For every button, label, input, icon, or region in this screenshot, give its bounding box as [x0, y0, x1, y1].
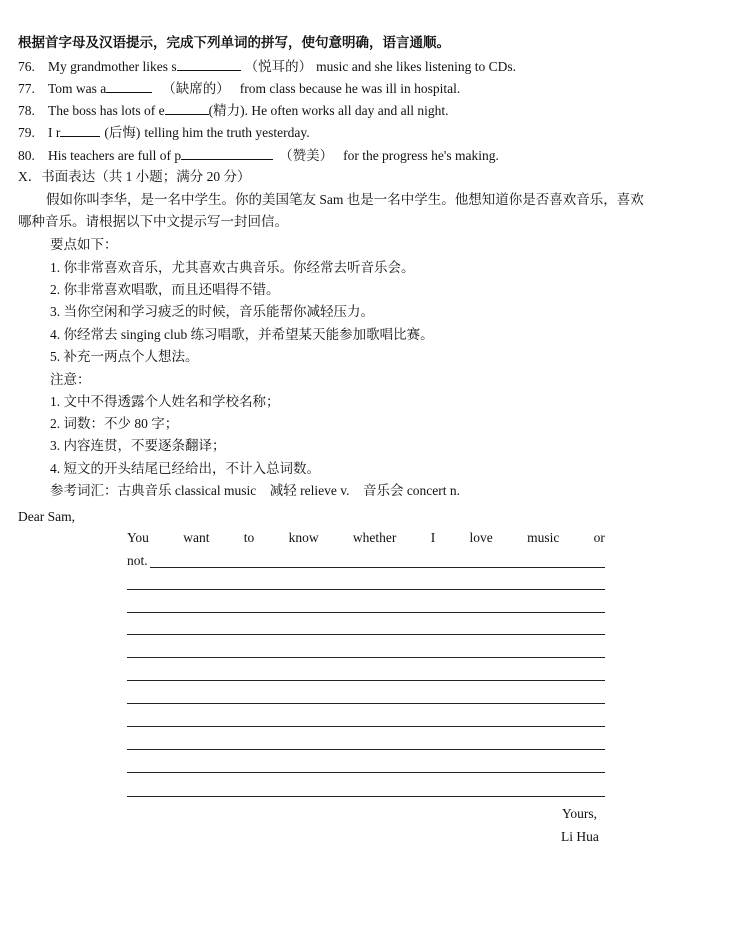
- answer-blank[interactable]: [181, 147, 273, 160]
- question-78: [18, 102, 449, 119]
- letter-signature: Li Hua: [561, 829, 599, 844]
- question-text-before: The boss has lots of e: [48, 103, 165, 118]
- letter-closing: Yours,: [562, 806, 598, 821]
- opening-word: to: [243, 530, 255, 545]
- question-80: [18, 147, 499, 164]
- writing-line[interactable]: [127, 589, 605, 590]
- opening-word: love: [469, 530, 493, 545]
- question-number: 76.: [18, 59, 35, 74]
- vocabulary-reference: 参考词汇：古典音乐 classical music 减轻 relieve v. 音乐会 concert n.: [50, 483, 461, 498]
- instructions: 根据首字母及汉语提示，完成下列单词的拼写，使句意明确，语言通顺。: [18, 35, 450, 50]
- letter-continued: not.: [127, 553, 148, 568]
- writing-line[interactable]: [127, 634, 605, 635]
- point-item: 5. 补充一两点个人想法。: [50, 349, 199, 364]
- question-number: 78.: [18, 103, 35, 118]
- question-number: 79.: [18, 125, 35, 140]
- letter-greeting: Dear Sam,: [18, 509, 75, 524]
- question-text-after: He often works all day and all night.: [251, 103, 449, 118]
- writing-line[interactable]: [127, 796, 605, 797]
- question-text-before: I r: [48, 125, 61, 140]
- writing-line[interactable]: [127, 726, 605, 727]
- writing-line[interactable]: [127, 749, 605, 750]
- section-title: X．书面表达（共 1 小题；满分 20 分）: [18, 169, 251, 184]
- writing-line[interactable]: [127, 703, 605, 704]
- note-item: 1. 文中不得透露个人姓名和学校名称；: [50, 394, 280, 409]
- question-77: [18, 80, 460, 97]
- chinese-hint: (后悔): [104, 125, 141, 140]
- opening-word: You: [127, 530, 149, 545]
- question-text-after: for the progress he's making.: [343, 148, 499, 163]
- chinese-hint: （悦耳的）: [244, 59, 313, 74]
- question-text-before: Tom was a: [48, 81, 107, 96]
- question-text-before: My grandmother likes s: [48, 59, 177, 74]
- question-76: [18, 58, 516, 75]
- opening-word: music: [527, 530, 560, 545]
- chinese-hint: （缺席的）: [162, 81, 230, 96]
- letter-opening-line: [127, 530, 605, 546]
- note-item: 4. 短文的开头结尾已经给出，不计入总词数。: [50, 461, 320, 476]
- writing-line[interactable]: [127, 680, 605, 681]
- point-item: 4. 你经常去 singing club 练习唱歌，并希望某天能参加歌唱比赛。: [50, 327, 434, 342]
- answer-blank[interactable]: [177, 58, 241, 71]
- question-number: 77.: [18, 81, 35, 96]
- writing-line[interactable]: [150, 567, 605, 568]
- note-item: 3. 内容连贯，不要逐条翻译；: [50, 438, 226, 453]
- opening-word: I: [430, 530, 436, 545]
- writing-line[interactable]: [127, 657, 605, 658]
- question-text-after: music and she likes listening to CDs.: [316, 59, 516, 74]
- point-item: 3. 当你空闲和学习疲乏的时候，音乐能帮你减轻压力。: [50, 304, 374, 319]
- writing-line[interactable]: [127, 612, 605, 613]
- writing-line[interactable]: [127, 772, 605, 773]
- prompt-line-2: 哪种音乐。请根据以下中文提示写一封回信。: [18, 214, 288, 229]
- notes-title: 注意：: [50, 372, 91, 387]
- points-title: 要点如下：: [50, 237, 118, 252]
- question-79: [18, 124, 310, 141]
- question-text-after: telling him the truth yesterday.: [144, 125, 310, 140]
- note-item: 2. 词数：不少 80 字；: [50, 416, 179, 431]
- answer-blank[interactable]: [106, 80, 152, 93]
- prompt-line-1: 假如你叫李华，是一名中学生。你的美国笔友 Sam 也是一名中学生。他想知道你是否喜欢音乐，喜欢: [46, 192, 644, 207]
- opening-word: or: [593, 530, 605, 545]
- question-number: 80.: [18, 148, 35, 163]
- question-text-after: from class because he was ill in hospital.: [239, 81, 461, 96]
- opening-word: know: [288, 530, 319, 545]
- chinese-hint: （赞美）: [279, 148, 334, 163]
- point-item: 1. 你非常喜欢音乐，尤其喜欢古典音乐。你经常去听音乐会。: [50, 260, 415, 275]
- answer-blank[interactable]: [60, 124, 100, 137]
- question-text-before: His teachers are full of p: [48, 148, 182, 163]
- opening-word: want: [183, 530, 210, 545]
- answer-blank[interactable]: [165, 102, 209, 115]
- point-item: 2. 你非常喜欢唱歌，而且还唱得不错。: [50, 282, 280, 297]
- opening-word: whether: [352, 530, 397, 545]
- chinese-hint: (精力).: [208, 103, 248, 118]
